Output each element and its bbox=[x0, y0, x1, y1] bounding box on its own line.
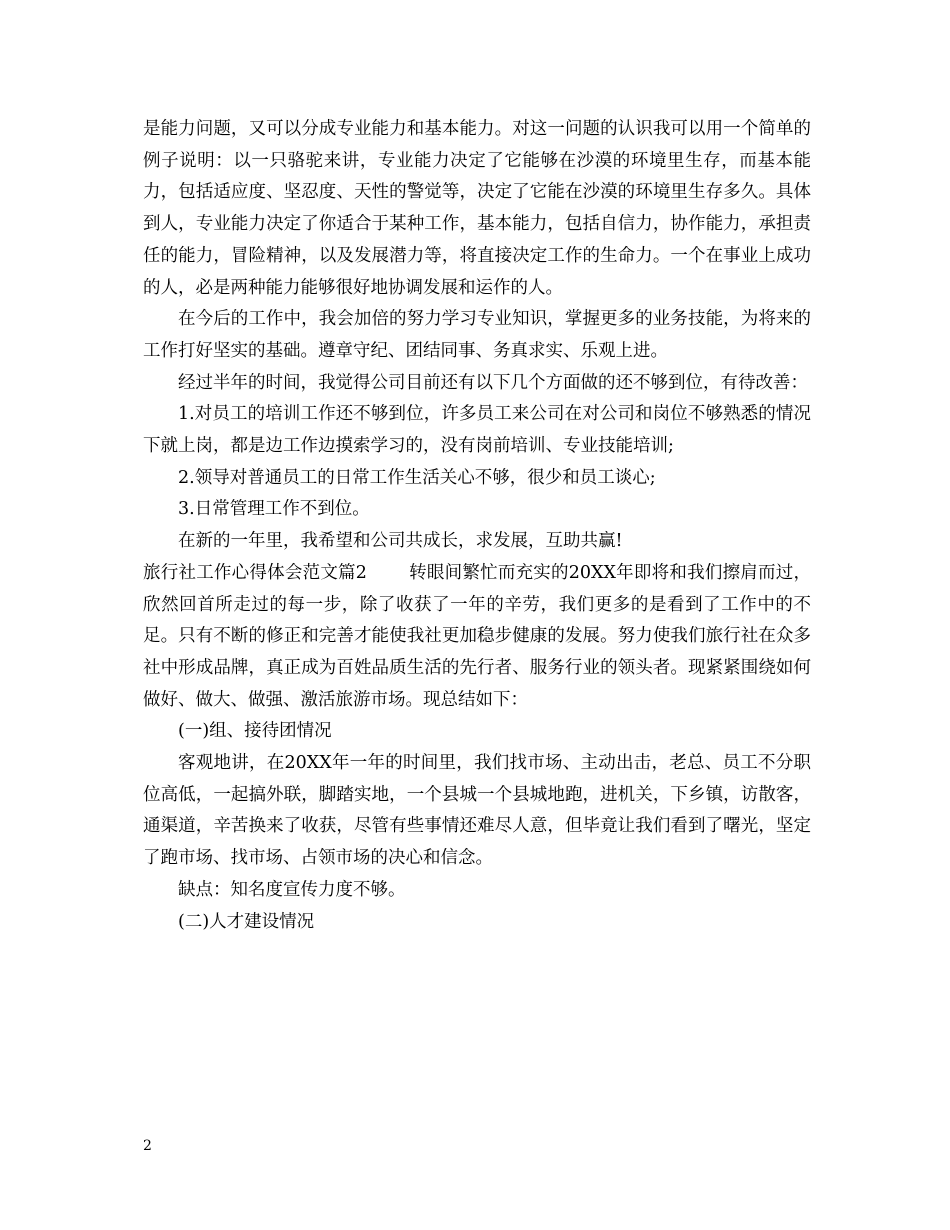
paragraph-improvement-intro: 经过半年的时间，我觉得公司目前还有以下几个方面做的还不够到位，有待改善： bbox=[178, 372, 808, 393]
section2-lead: 转眼间繁忙而充实的20XX年即将和我们擦肩而过，欣然回首所走过的每一步，除了收获了一年的辛劳，我们更多的是看到了工作中的不足。只有不断的修正和完善才能使我社更加稳步健康的发展。努力使我们旅行社在众多社中形成品牌，真正成为百姓品质生活的先行者、服务行业的领头者。现紧紧围绕如何做好、做大、做强、激活旅游市场。现总结如下： bbox=[143, 562, 812, 710]
section2-heading: 旅行社工作心得体会范文篇2 bbox=[143, 562, 367, 583]
paragraph-future-work: 在今后的工作中，我会加倍的努力学习专业知识，掌握更多的业务技能，为将来的工作打好坚实的基础。遵章守纪、团结同事、务真求实、乐观上进。 bbox=[143, 309, 811, 361]
list-item-care: 2.领导对普通员工的日常工作生活关心不够，很少和员工谈心; bbox=[178, 467, 656, 488]
subheading-tours: (一)组、接待团情况 bbox=[178, 721, 332, 742]
page-number: 2 bbox=[143, 1138, 152, 1154]
subheading-talent: (二)人才建设情况 bbox=[178, 911, 315, 932]
paragraph-new-year: 在新的一年里，我希望和公司共成长，求发展，互助共赢! bbox=[178, 531, 623, 552]
list-item-training: 1.对员工的培训工作还不够到位，许多员工来公司在对公司和岗位不够熟悉的情况下就上岗，都是边工作边摸索学习的，没有岗前培训、专业技能培训; bbox=[143, 404, 811, 457]
paragraph-ability: 是能力问题，又可以分成专业能力和基本能力。对这一问题的认识我可以用一个简单的例子说明：以一只骆驼来讲，专业能力决定了它能够在沙漠的环境里生存，而基本能力，包括适应度、坚忍度、天性的警觉等，决定了它能在沙漠的环境里生存多久。具体到人，专业能力决定了你适合于某种工作，基本能力，包括自信力，协作能力，承担责任的能力，冒险精神，以及发展潜力等，将直接决定工作的生命力。一个在事业上成功的人，必是两种能力能够很好地协调发展和运作的人。 bbox=[143, 119, 811, 298]
document-body bbox=[143, 114, 811, 938]
paragraph-weakness: 缺点：知名度宣传力度不够。 bbox=[178, 879, 406, 900]
section2-paragraph bbox=[143, 558, 811, 717]
list-item-management: 3.日常管理工作不到位。 bbox=[178, 499, 370, 520]
paragraph-market: 客观地讲，在20XX年一年的时间里，我们找市场、主动出击，老总、员工不分职位高低，一起搞外联，脚踏实地，一个县城一个县城地跑，进机关，下乡镇，访散客，通渠道，辛苦换来了收获，尽管有些事情还难尽人意，但毕竟让我们看到了曙光，坚定了跑市场、找市场、占领市场的决心和信念。 bbox=[143, 753, 811, 869]
